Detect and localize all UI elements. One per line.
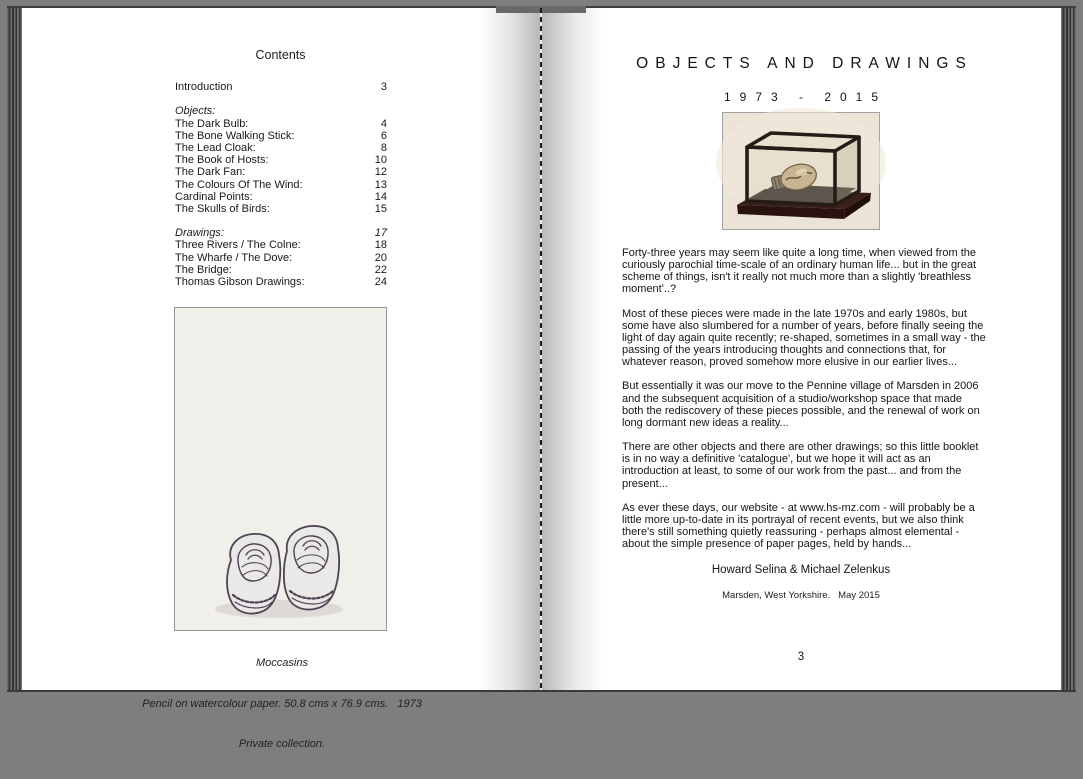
bulb-photo-frame [722,112,880,230]
right-page[interactable] [541,8,1061,690]
body-paragraph: There are other objects and there are other drawings; so this little booklet is in no way a definitive 'catalogue', but we hope it will act as an introduction at least, to some of our work from the past... and from the present... [622,441,979,490]
toc-row [175,203,387,215]
page-number: 3 [797,651,805,663]
toc-item-label: Three Rivers / The Colne: [175,239,301,252]
page-subtitle: 1973 - 2015 [723,90,888,104]
toc-item-label: The Lead Cloak: [175,141,256,154]
toc-item-label: The Colours Of The Wind: [175,178,303,191]
toc-row [175,252,387,264]
body-paragraph: Forty-three years may seem like quite a long time, when viewed from the curiously parochial time-scale of an ordinary human life... but in the great scheme of things, isn't it really not much more than a slightly 'breathless moment'..? [622,247,977,296]
authors-signature: Howard Selina & Michael Zelenkus [711,564,891,576]
toc-item-label: The Bridge: [175,263,232,276]
toc-row [175,264,387,276]
toc-item-page: 14 [374,190,387,203]
toc-row [175,130,387,142]
left-page[interactable] [22,8,541,750]
toc-row [175,276,387,288]
body-paragraph: But essentially it was our move to the Pennine village of Marsden in 2006 and the subsequent acquisition of a studio/workshop space that made both the rediscovery of these pieces possible, and the renewal of work on long dormant new ideas a reality... [622,380,980,429]
toc-row [175,81,387,93]
toc-item-label: The Dark Bulb: [175,117,249,130]
moccasins-artwork-frame [174,307,387,631]
toc-row [175,191,387,203]
artwork-caption-title: Moccasins [256,657,308,669]
toc-row [175,154,387,166]
toc-item-page: 15 [374,202,387,215]
toc-item-page: 13 [374,178,387,191]
toc-item-page: 22 [374,263,387,276]
toc-item-label: The Wharfe / The Dove: [175,251,293,264]
toc-item-page: 3 [380,81,387,93]
toc-item-label: Cardinal Points: [175,190,253,203]
toc-item-label: Thomas Gibson Drawings: [175,276,305,288]
toc-item-label: The Book of Hosts: [175,154,269,167]
toc-item-label: The Bone Walking Stick: [175,129,295,142]
toc-item-page: 4 [380,117,387,130]
toc-item-page: 12 [374,166,387,179]
left-page-stack-edges [7,8,22,690]
table-of-contents [175,81,387,288]
artwork-caption-note: Private collection. [238,738,326,750]
toc-item-page: 24 [374,276,387,288]
toc-item-page: 17 [374,227,387,240]
toc-item-page: 10 [374,154,387,167]
toc-item-label: Introduction [175,81,233,93]
toc-row [175,227,387,239]
toc-spacer [175,215,387,227]
toc-item-label: The Skulls of Birds: [175,202,270,215]
toc-item-label: Drawings: [175,227,224,240]
introduction-text [622,247,986,562]
toc-item-page: 8 [380,141,387,154]
dark-bulb-display-case-photo [723,113,879,229]
toc-item-page: 20 [374,251,387,264]
moccasins-pencil-drawing [175,308,386,630]
toc-item-page: 6 [380,129,387,142]
toc-row [175,105,387,117]
book-spread [7,6,1076,750]
page-title: OBJECTS AND DRAWINGS [636,55,973,72]
spine-stitch-line [540,8,542,690]
contents-heading: Contents [255,48,306,62]
toc-spacer [175,93,387,105]
toc-row [175,118,387,130]
toc-item-label: The Dark Fan: [175,166,246,179]
toc-row [175,239,387,251]
toc-item-label: Objects: [175,105,216,118]
body-paragraph: Most of these pieces were made in the late 1970s and early 1980s, but some have also slumbered for a number of years, before finally seeing the light of day again quite recently; re-shaped, sometimes in a small way - the passing of the years introducing thoughts and connections that, for whatever reason, proved somehow more elusive in our earlier lives... [622,307,986,369]
toc-row [175,166,387,178]
place-dateline: Marsden, West Yorkshire. May 2015 [722,590,880,601]
toc-row [175,142,387,154]
toc-row [175,179,387,191]
right-page-stack-edges [1061,8,1076,690]
body-paragraph: As ever these days, our website - at www.hs-mz.com - will probably be a little more up-to-date in its portrayal of recent events, but we also think there's still something quietly reassuring - perhaps almost elemental - about the simple presence of paper pages, held by hands... [622,501,975,551]
artwork-caption [52,630,512,779]
toc-item-page: 18 [374,239,387,252]
artwork-caption-medium: Pencil on watercolour paper. 50.8 cms x 76.9 cms. 1973 [142,697,422,710]
